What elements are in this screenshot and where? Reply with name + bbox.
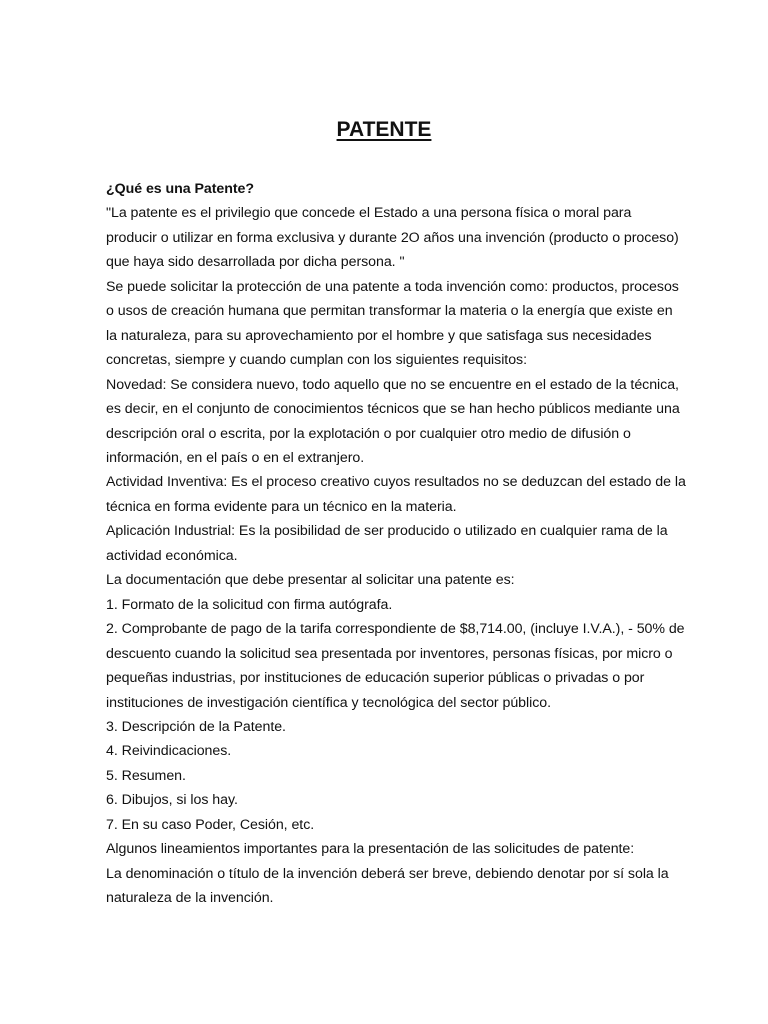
section-question: ¿Qué es una Patente? xyxy=(106,181,255,197)
page-title xyxy=(0,116,768,144)
list-item: 1. Formato de la solicitud con firma autógrafa. xyxy=(106,596,393,613)
definition-paragraph: "La patente es el privilegio que concede el Estado a una persona física o moral para producir o utilizar en forma exclusiva y durante 2O años una invención (producto o proceso) que haya sido desarrollada por dicha persona. " xyxy=(106,205,679,271)
list-item: 3. Descripción de la Patente. xyxy=(106,718,286,735)
page-title-text: PATENTE xyxy=(336,118,432,141)
documentation-intro: La documentación que debe presentar al solicitar una patente es: xyxy=(106,572,515,589)
list-item: 7. En su caso Poder, Cesión, etc. xyxy=(106,816,315,833)
list-item: 2. Comprobante de pago de la tarifa correspondiente de $8,714.00, (incluye I.V.A.), - 50% de descuento cuando la solicitud sea presentada por inventores, personas físicas, por micro o pequeñas industrias, por instituciones de educación superior públicas o privadas o por instituciones de investigación científica y tecnológica del sector público. xyxy=(106,621,685,711)
guideline-paragraph: La denominación o título de la invención deberá ser breve, debiendo denotar por sí sola la naturaleza de la invención. xyxy=(106,865,669,907)
list-item: 4. Reivindicaciones. xyxy=(106,743,232,760)
list-item: 6. Dibujos, si los hay. xyxy=(106,792,238,809)
guidelines-intro: Algunos lineamientos importantes para la presentación de las solicitudes de patente: xyxy=(106,841,635,858)
scope-paragraph: Se puede solicitar la protección de una patente a toda invención como: productos, procesos o usos de creación humana que permitan transformar la materia o la energía que existe en la naturaleza, para su aprovechamiento por el hombre y que satisfaga sus necesidades concretas, siempre y cuando cumplan con los siguientes requisitos: xyxy=(106,278,679,369)
novelty-paragraph: Novedad: Se considera nuevo, todo aquello que no se encuentre en el estado de la técnica, es decir, en el conjunto de conocimientos técnicos que se han hecho públicos mediante una descripción oral o escrita, por la explotación o por cualquier otro medio de difusión o información, en el país o en el extranjero. xyxy=(106,376,680,466)
list-item: 5. Resumen. xyxy=(106,767,186,784)
industrial-application-paragraph: Aplicación Industrial: Es la posibilidad de ser producido o utilizado en cualquier rama de la actividad económica. xyxy=(106,523,668,564)
inventive-activity-paragraph: Actividad Inventiva: Es el proceso creativo cuyos resultados no se deduzcan del estado de la técnica en forma evidente para un técnico en la materia. xyxy=(106,474,686,515)
document-body xyxy=(106,177,686,911)
